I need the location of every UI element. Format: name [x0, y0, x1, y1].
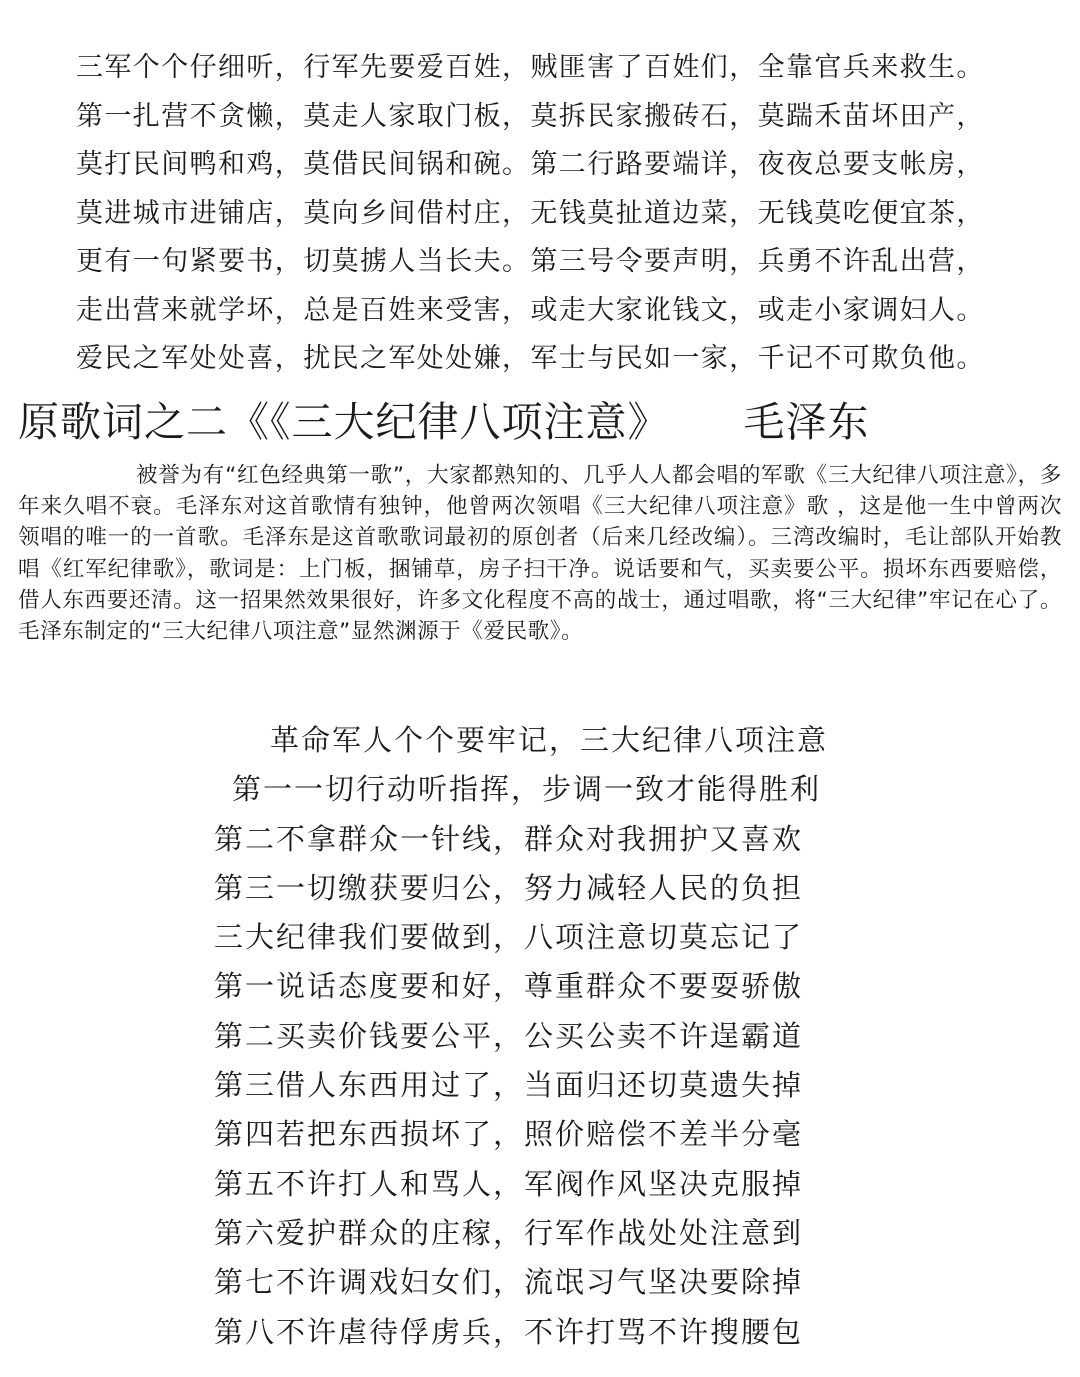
- intro-paragraph: 被誉为有“红色经典第一歌”，大家都熟知的、几乎人人都会唱的军歌《三大纪律八项注意》，多年来久唱不衰。毛泽东对这首歌情有独钟，他曾两次领唱《三大纪律八项注意》歌 ，这是他一生中曾两次领唱的唯一的一首歌。毛泽东是这首歌歌词最初的原创者（后来几经改编）。三湾改编时，毛让部队开始教唱《红军纪律歌》，歌词是：上门板，捆铺草，房子扫干净。说话要和气，买卖要公平。损坏东西要赔偿，借人东西要还清。这一招果然效果很好，许多文化程度不高的战士，通过唱歌，将“三大纪律”牢记在心了。毛泽东制定的“三大纪律八项注意”显然渊源于《爱民歌》。: [18, 463, 1062, 645]
- lyric-line: 第四若把东西损坏了，照价赔偿不差半分毫: [214, 1117, 804, 1152]
- lyric-line: 第二买卖价钱要公平，公买公卖不许逞霸道: [214, 1018, 804, 1053]
- poem-line: 走出营来就学坏，总是百姓来受害，或走大家讹钱文，或走小家调妇人。: [76, 294, 985, 326]
- section-title: 原歌词之二《《三大纪律八项注意》: [18, 398, 670, 446]
- poem-line: 更有一句紧要书，切莫掳人当长夫。第三号令要声明，兵勇不许乱出营，: [76, 246, 985, 277]
- lyric-line: 第六爱护群众的庄稼，行军作战处处注意到: [214, 1215, 804, 1250]
- lyric-line: 第一一切行动听指挥，步调一致才能得胜利: [232, 772, 822, 807]
- lyric-line: 第八不许虐待俘虏兵，不许打骂不许搜腰包: [214, 1314, 804, 1349]
- section-author: 毛泽东: [743, 398, 870, 446]
- lyric-line: 第三借人东西用过了，当面归还切莫遗失掉: [214, 1068, 804, 1103]
- section-heading: [18, 392, 870, 452]
- lyric-line: 第七不许调戏妇女们，流氓习气坚决要除掉: [214, 1265, 804, 1300]
- lyric-line: 第二不拿群众一针线，群众对我拥护又喜欢: [214, 821, 804, 856]
- lyric-line: 革命军人个个要牢记，三大纪律八项注意: [270, 723, 829, 757]
- lyric-line: 第一说话态度要和好，尊重群众不要耍骄傲: [214, 969, 804, 1004]
- song-lyrics: [0, 716, 1080, 1357]
- ai-min-song-poem: [76, 44, 1066, 384]
- lyric-line: 第五不许打人和骂人，军阀作风坚决克服掉: [214, 1166, 804, 1201]
- poem-line: 第一扎营不贪懒，莫走人家取门板，莫拆民家搬砖石，莫踹禾苗坏田产，: [76, 100, 985, 132]
- poem-line: 莫打民间鸭和鸡，莫借民间锅和碗。第二行路要端详，夜夜总要支帐房，: [76, 149, 985, 180]
- poem-line: 莫进城市进铺店，莫向乡间借村庄，无钱莫扯道边菜，无钱莫吃便宜茶，: [76, 197, 985, 229]
- poem-line: 三军个个仔细听，行军先要爱百姓，贼匪害了百姓们，全靠官兵来救生。: [76, 52, 985, 83]
- lyric-line: 第三一切缴获要归公，努力减轻人民的负担: [214, 870, 804, 905]
- poem-line: 爱民之军处处喜，扰民之军处处嫌，军士与民如一家，千记不可欺负他。: [76, 343, 985, 374]
- lyric-line: 三大纪律我们要做到，八项注意切莫忘记了: [214, 920, 804, 955]
